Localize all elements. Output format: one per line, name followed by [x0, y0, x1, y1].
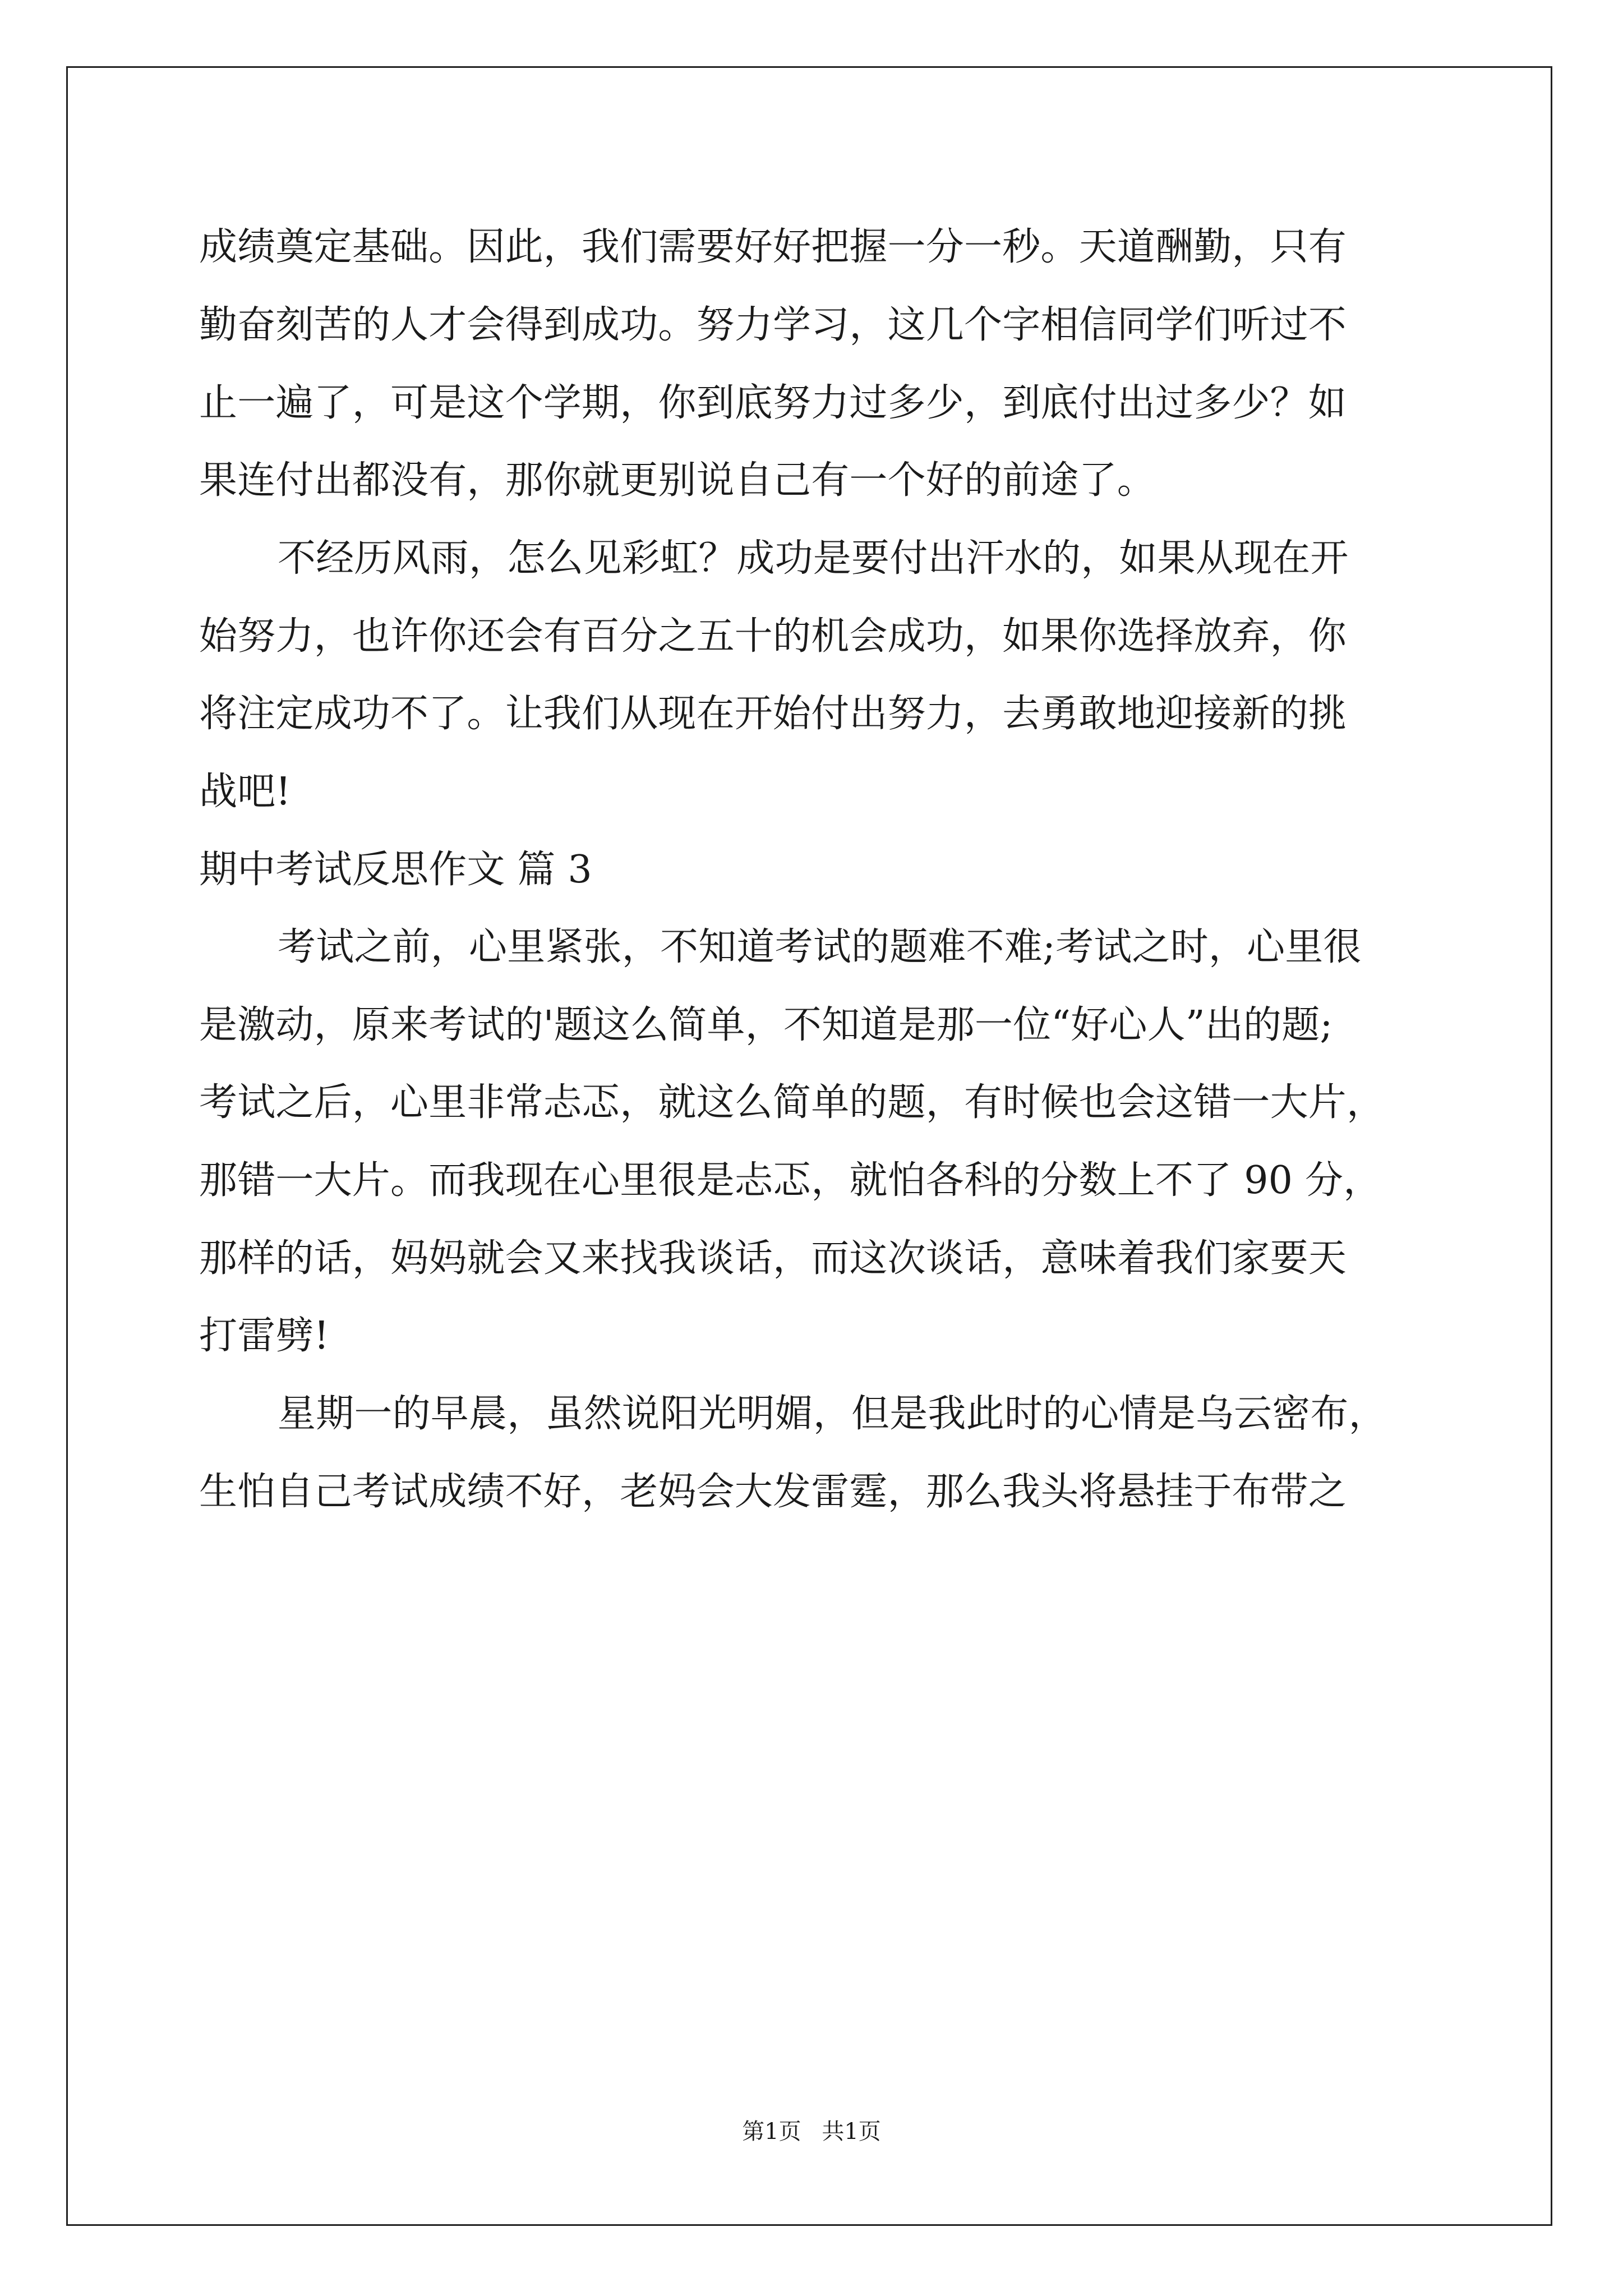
text-line: 将注定成功不了。让我们从现在开始付出努力，去勇敢地迎接新的挑: [199, 692, 1347, 736]
text-line: 那错一大片。而我现在心里很是忐忑，就怕各科的分数上不了 90 分，: [199, 1158, 1382, 1203]
section-heading: 期中考试反思作文 篇 3: [199, 848, 592, 892]
page-number-total: 共1页: [822, 2119, 881, 2145]
text-line: 考试之前，心里紧张，不知道考试的题难不难;考试之时，心里很: [278, 925, 1362, 969]
page-footer: [0, 2118, 1623, 2146]
text-line: 那样的话，妈妈就会又来找我谈话，而这次谈话，意味着我们家要天: [199, 1236, 1347, 1281]
text-line: 是激动，原来考试的'题这么简单，不知道是那一位“好心人”出的题;: [199, 1003, 1333, 1047]
text-line: 战吧!: [199, 770, 291, 814]
text-line: 打雷劈!: [199, 1314, 330, 1358]
text-line: 成绩奠定基础。因此，我们需要好好把握一分一秒。天道酬勤，只有: [199, 225, 1347, 269]
text-line: 星期一的早晨，虽然说阳光明媚，但是我此时的心情是乌云密布，: [278, 1392, 1387, 1436]
text-line: 始努力，也许你还会有百分之五十的机会成功，如果你选择放弃，你: [199, 614, 1347, 659]
text-line: 止一遍了，可是这个学期，你到底努力过多少，到底付出过多少？如: [199, 381, 1347, 425]
text-line: 生怕自己考试成绩不好，老妈会大发雷霆，那么我头将悬挂于布带之: [199, 1470, 1347, 1514]
text-line: 考试之后，心里非常忐忑，就这么简单的题，有时候也会这错一大片，: [199, 1080, 1385, 1125]
text-line: 果连付出都没有，那你就更别说自己有一个好的前途了。: [199, 458, 1156, 503]
text-line: 勤奋刻苦的人才会得到成功。努力学习，这几个字相信同学们听过不: [199, 303, 1347, 347]
text-line: 不经历风雨，怎么见彩虹？成功是要付出汗水的，如果从现在开: [278, 536, 1349, 581]
page-number-current: 第1页: [742, 2119, 801, 2145]
